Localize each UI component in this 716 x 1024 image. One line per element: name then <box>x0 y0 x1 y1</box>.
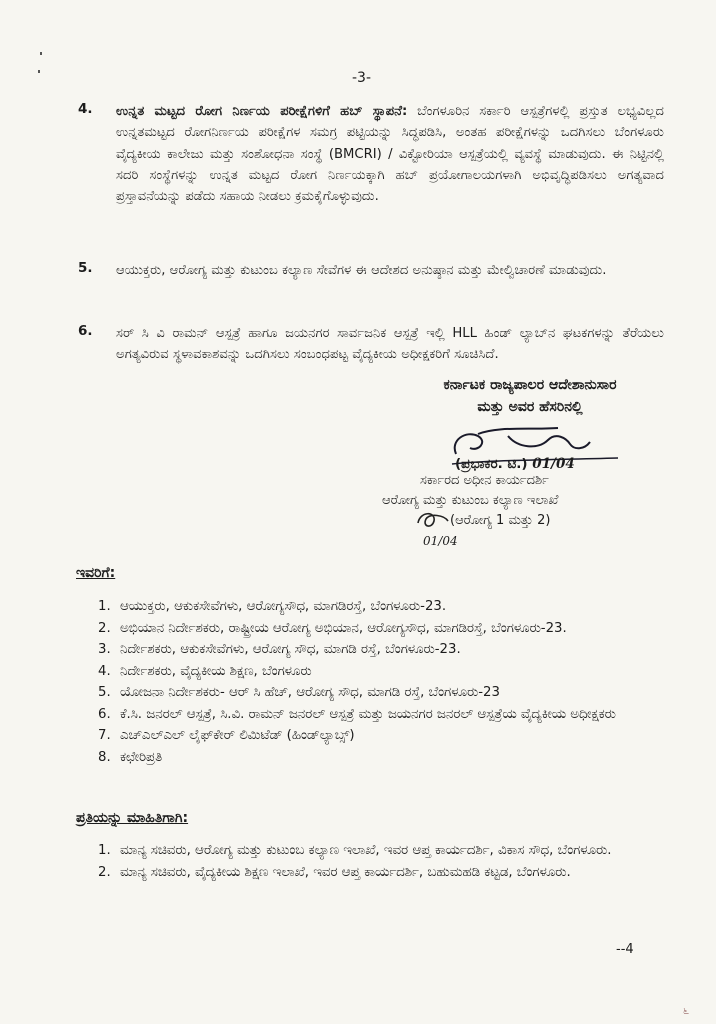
recipients-list <box>98 596 668 768</box>
item-text: ಆಯುಕ್ತರು, ಆರೋಗ್ಯ ಮತ್ತು ಕುಟುಂಬ ಕಲ್ಯಾಣ ಸೇವೆಗಳ ಈ ಆದೇಶದ ಅನುಷ್ಠಾನ ಮತ್ತು ಮೇಲ್ವಿಚಾರಣೆ ಮಾಡುವುದು. <box>116 263 607 278</box>
copies-list <box>98 840 668 883</box>
list-item: 7. ಎಚ್‌ಎಲ್‌ಎಲ್ ಲೈಫ್‌ಕೇರ್ ಲಿಮಿಟೆಡ್ (ಹಿಂಡ್‌ಲ್ಯಾಬ್ಸ್) <box>98 728 355 743</box>
page-number: -3- <box>352 70 372 86</box>
initial-scribble <box>414 509 454 531</box>
signature-date: 01/04 <box>532 456 575 472</box>
margin-dot-1 <box>40 52 42 55</box>
list-item: 1. ಮಾನ್ಯ ಸಚಿವರು, ಆರೋಗ್ಯ ಮತ್ತು ಕುಟುಂಬ ಕಲ್ಯಾಣ ಇಲಾಖೆ, ಇವರ ಆಪ್ತ ಕಾರ್ಯದರ್ಶಿ, ವಿಕಾಸ ಸೌಧ, ಬೆಂಗಳೂರು. <box>98 843 612 858</box>
item-number: 6. <box>78 323 93 339</box>
list-item: 8. ಕಛೇರಿಪ್ರತಿ <box>98 749 163 765</box>
signatory-name-text: (ಪ್ರಭಾಕರ. ಟಿ.) <box>455 456 528 472</box>
copies-heading: ಪ್ರತಿಯನ್ನು ಮಾಹಿತಿಗಾಗಿ: <box>76 810 189 826</box>
order-item-5 <box>78 260 664 304</box>
signatory-department: ಆರೋಗ್ಯ ಮತ್ತು ಕುಟುಂಬ ಕಲ್ಯಾಣ ಇಲಾಖೆ <box>382 493 559 508</box>
item-number: 4. <box>78 101 93 117</box>
margin-dot-2 <box>38 70 40 73</box>
list-item: 1. ಆಯುಕ್ತರು, ಆಕುಕಸೇವೆಗಳು, ಆರೋಗ್ಯಸೌಧ, ಮಾಗಡಿರಸ್ತೆ, ಬೆಂಗಳೂರು-23. <box>98 599 447 614</box>
item-body <box>116 101 664 207</box>
item-number: 5. <box>78 260 93 276</box>
list-item: 4. ನಿರ್ದೇಶಕರು, ವೈದ್ಯಕೀಯ ಶಿಕ್ಷಣ, ಬೆಂಗಳೂರು <box>98 663 312 679</box>
corner-mark: ೬ <box>683 1004 690 1017</box>
section-label: (ಆರೋಗ್ಯ 1 ಮತ್ತು 2) <box>450 513 551 528</box>
order-line-1: ಕರ್ನಾಟಕ ರಾಜ್ಯಪಾಲರ ಆದೇಶಾನುಸಾರ <box>443 377 617 393</box>
signatory-designation: ಸರ್ಕಾರದ ಅಧೀನ ಕಾರ್ಯದರ್ಶಿ <box>420 473 549 488</box>
list-item: 2. ಮಾನ್ಯ ಸಚಿವರು, ವೈದ್ಯಕೀಯ ಶಿಕ್ಷಣ ಇಲಾಖೆ, ಇವರ ಆಪ್ತ ಕಾರ್ಯದರ್ಶಿ, ಬಹುಮಹಡಿ ಕಟ್ಟಡ, ಬೆಂಗಳೂರು. <box>98 864 571 880</box>
list-item: 2. ಅಭಿಯಾನ ನಿರ್ದೇಶಕರು, ರಾಷ್ಟ್ರೀಯ ಆರೋಗ್ಯ ಅಭಿಯಾನ, ಆರೋಗ್ಯಸೌಧ, ಮಾಗಡಿರಸ್ತೆ, ಬೆಂಗಳೂರು-23. <box>98 620 567 636</box>
item-text: ಸರ್ ಸಿ ವಿ ರಾಮನ್ ಆಸ್ಪತ್ರೆ ಹಾಗೂ ಜಯನಗರ ಸಾರ್ವಜನಿಕ ಆಸ್ಪತ್ರೆ ಇಲ್ಲಿ HLL ಹಿಂಡ್ ಲ್ಯಾಬ್‌ನ ಘಟಕಗಳನ್ನು ತೆರೆಯಲು ಅಗತ್ಯವಿರುವ ಸ್ಥಳಾವಕಾಶವನ್ನು ಒದಗಿಸಲು ಸಂಬಂಧಪಟ್ಟ ವೈದ್ಯಕೀಯ ಅಧೀಕ್ಷಕರಿಗೆ ಸೂಚಿಸಿದೆ. <box>116 326 664 363</box>
initial-date: 01/04 <box>423 534 458 548</box>
next-page-marker: --4 <box>616 942 634 957</box>
order-line-2: ಮತ್ತು ಅವರ ಹೆಸರಿನಲ್ಲಿ <box>477 399 583 415</box>
item-title: ಉನ್ನತ ಮಟ್ಟದ ರೋಗ ನಿರ್ಣಯ ಪರೀಕ್ಷೆಗಳಿಗೆ ಹಬ್ ಸ್ಥಾಪನೆ: <box>116 104 408 119</box>
list-item: 3. ನಿರ್ದೇಶಕರು, ಆಕುಕಸೇವೆಗಳು, ಆರೋಗ್ಯ ಸೌಧ, ಮಾಗಡಿ ರಸ್ತೆ, ಬೆಂಗಳೂರು-23. <box>98 642 461 657</box>
order-authority <box>390 374 670 418</box>
item-text: ಬೆಂಗಳೂರಿನ ಸರ್ಕಾರಿ ಆಸ್ಪತ್ರೆಗಳಲ್ಲಿ ಪ್ರಸ್ತುತ ಲಭ್ಯವಿಲ್ಲದ ಉನ್ನತಮಟ್ಟದ ರೋಗನಿರ್ಣಯ ಪರೀಕ್ಷೆಗಳ ಸಮಗ್ರ ಪಟ್ಟಿಯನ್ನು ಸಿದ್ಧಪಡಿಸಿ, ಅಂತಹ ಪರೀಕ್ಷೆಗಳನ್ನು ಒದಗಿಸಲು ಬೆಂಗಳೂರು ವೈದ್ಯಕೀಯ ಕಾಲೇಜು ಮತ್ತು ಸಂಶೋಧನಾ ಸಂಸ್ಥೆ (BMCRI) / ವಿಕ್ಟೋರಿಯಾ ಆಸ್ಪತ್ರೆಯಲ್ಲಿ ವ್ಯವಸ್ಥೆ ಮಾಡುವುದು. ಈ ನಿಟ್ಟಿನಲ್ಲಿ ಸದರಿ ಸಂಸ್ಥೆಗಳನ್ನು ಉನ್ನತ ಮಟ್ಟದ ರೋಗ ನಿರ್ಣಯಕ್ಕಾಗಿ ಹಬ್ ಪ್ರಯೋಗಾಲಯಗಳಾಗಿ ಅಭಿವೃದ್ಧಿಪಡಿಸಲು ಅಗತ್ಯವಾದ ಪ್ರಸ್ತಾವನೆಯನ್ನು ಪಡೆದು ಸಹಾಯ ನೀಡಲು ಕ್ರಮಕೈಗೊಳ್ಳುವುದು. <box>116 104 664 205</box>
signatory-name <box>455 456 575 472</box>
order-item-4 <box>78 101 664 241</box>
list-item: 6. ಕೆ.ಸಿ. ಜನರಲ್ ಆಸ್ಪತ್ರೆ, ಸಿ.ವಿ. ರಾಮನ್ ಜನರಲ್ ಆಸ್ಪತ್ರೆ ಮತ್ತು ಜಯನಗರ ಜನರಲ್ ಆಸ್ಪತ್ರೆಯ ವೈದ್ಯಕೀಯ ಅಧೀಕ್ಷಕರು <box>98 706 616 722</box>
recipients-heading: ಇವರಿಗೆ: <box>76 565 116 581</box>
list-item: 5. ಯೋಜನಾ ನಿರ್ದೇಶಕರು- ಆರ್ ಸಿ ಹೆಚ್, ಆರೋಗ್ಯ ಸೌಧ, ಮಾಗಡಿ ರಸ್ತೆ, ಬೆಂಗಳೂರು-23 <box>98 685 500 700</box>
